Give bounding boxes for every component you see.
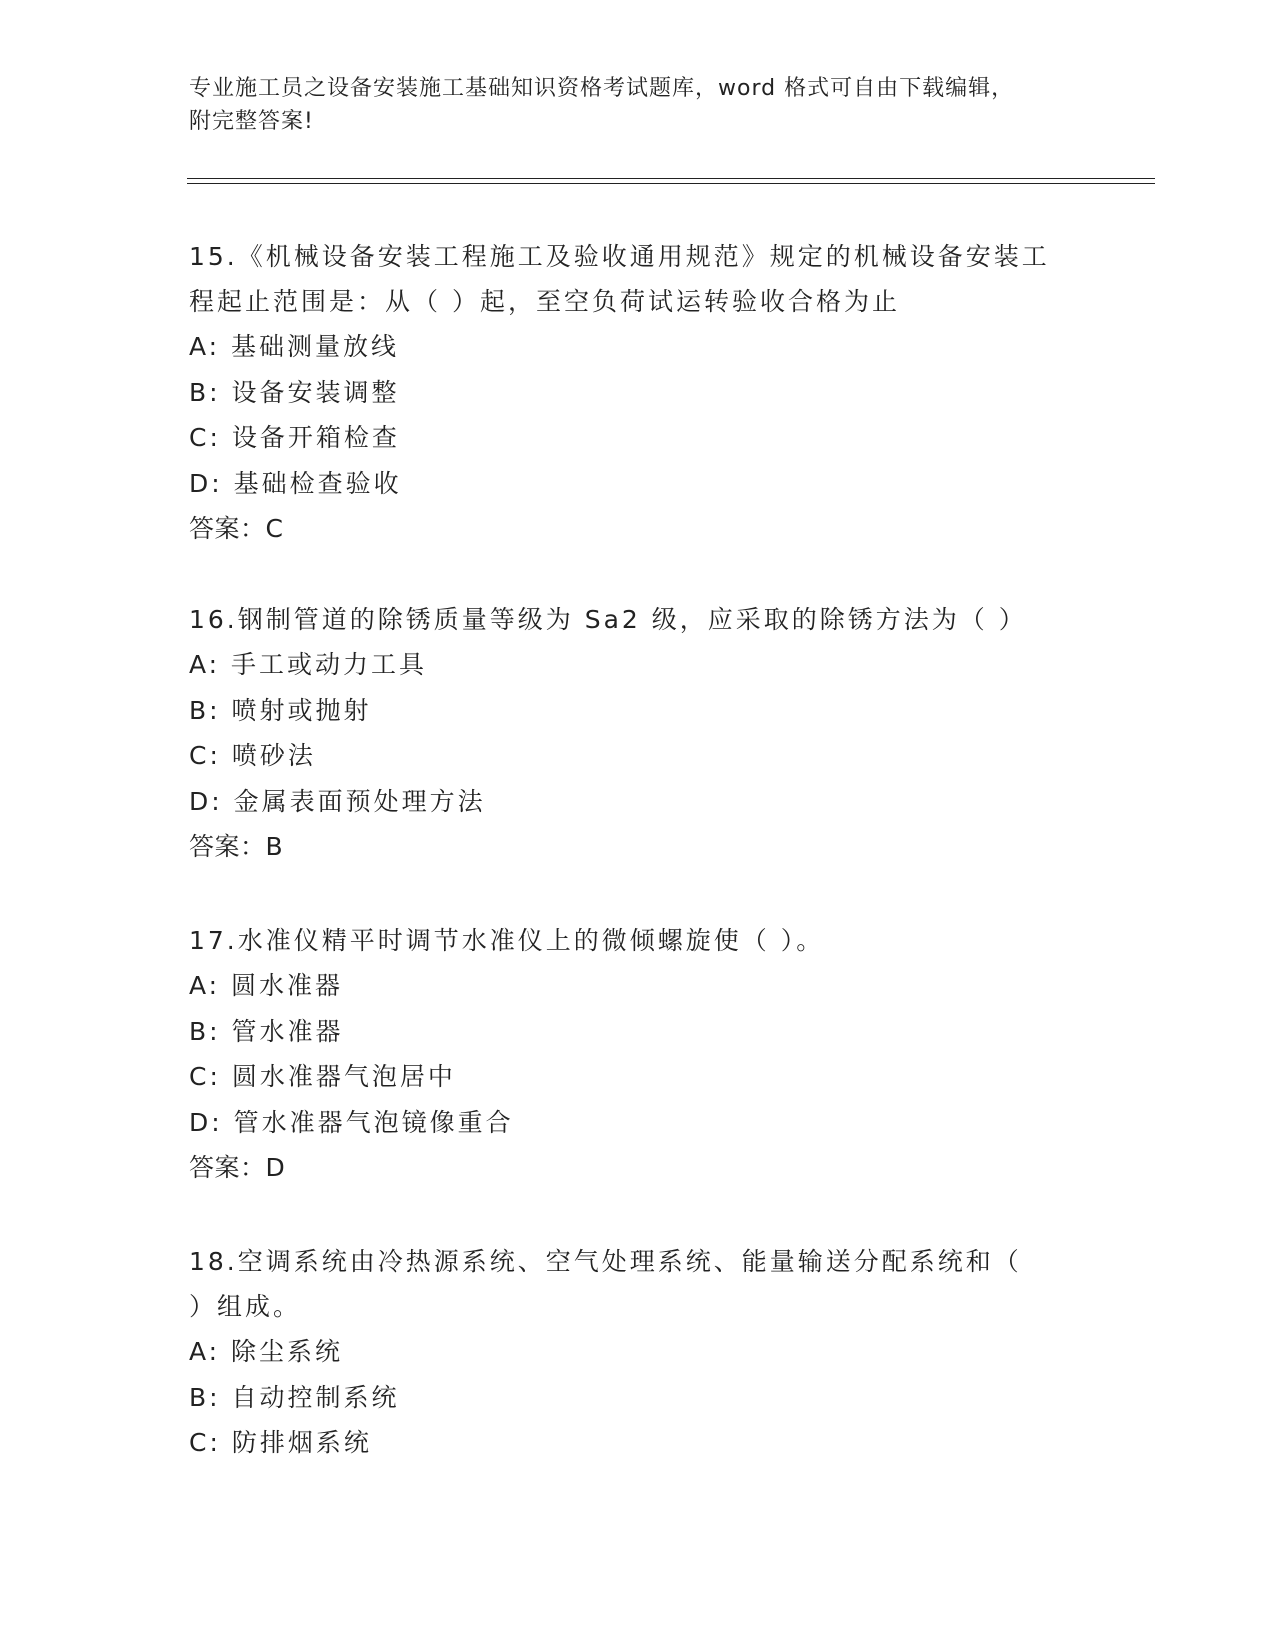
header-line-1: 专业施工员之设备安装施工基础知识资格考试题库，word 格式可自由下载编辑， — [189, 76, 1015, 101]
question-stem-continued: ）组成。 — [189, 1292, 302, 1321]
option-b: B: 管水准器 — [189, 1016, 344, 1046]
option-c: C: 圆水准器气泡居中 — [189, 1062, 456, 1091]
question-18 — [189, 1239, 1089, 1466]
question-stem: 18.空调系统由冷热源系统、空气处理系统、能量输送分配系统和（ — [189, 1247, 1022, 1276]
option-c: C: 防排烟系统 — [189, 1428, 372, 1457]
question-17 — [189, 918, 1089, 1190]
question-stem: 15.《机械设备安装工程施工及验收通用规范》规定的机械设备安装工 — [189, 242, 1050, 271]
question-15 — [189, 234, 1089, 551]
option-a: A: 除尘系统 — [189, 1337, 344, 1366]
header-divider-top — [187, 178, 1155, 179]
question-stem-continued: 程起止范围是：从（ ）起，至空负荷试运转验收合格为止 — [189, 287, 900, 316]
option-c: C: 喷砂法 — [189, 741, 316, 770]
option-a: A: 手工或动力工具 — [189, 650, 428, 679]
header-divider-bottom — [187, 183, 1155, 184]
question-16 — [189, 597, 1089, 869]
answer: 答案：B — [189, 832, 284, 861]
option-b: B: 喷射或抛射 — [189, 695, 372, 725]
option-a: A: 圆水准器 — [189, 971, 344, 1000]
document-header — [189, 72, 1089, 138]
option-b: B: 自动控制系统 — [189, 1382, 400, 1412]
answer: 答案：D — [189, 1153, 286, 1182]
option-c: C: 设备开箱检查 — [189, 423, 400, 452]
option-a: A: 基础测量放线 — [189, 332, 400, 361]
option-d: D: 金属表面预处理方法 — [189, 786, 486, 816]
question-stem: 16.钢制管道的除锈质量等级为 Sa2 级，应采取的除锈方法为（ ） — [189, 605, 1027, 634]
option-d: D: 基础检查验收 — [189, 468, 402, 498]
option-b: B: 设备安装调整 — [189, 377, 400, 407]
question-stem: 17.水准仪精平时调节水准仪上的微倾螺旋使（ ）。 — [189, 926, 825, 955]
answer: 答案：C — [189, 514, 284, 543]
option-d: D: 管水准器气泡镜像重合 — [189, 1107, 514, 1137]
header-line-2: 附完整答案! — [189, 109, 314, 134]
